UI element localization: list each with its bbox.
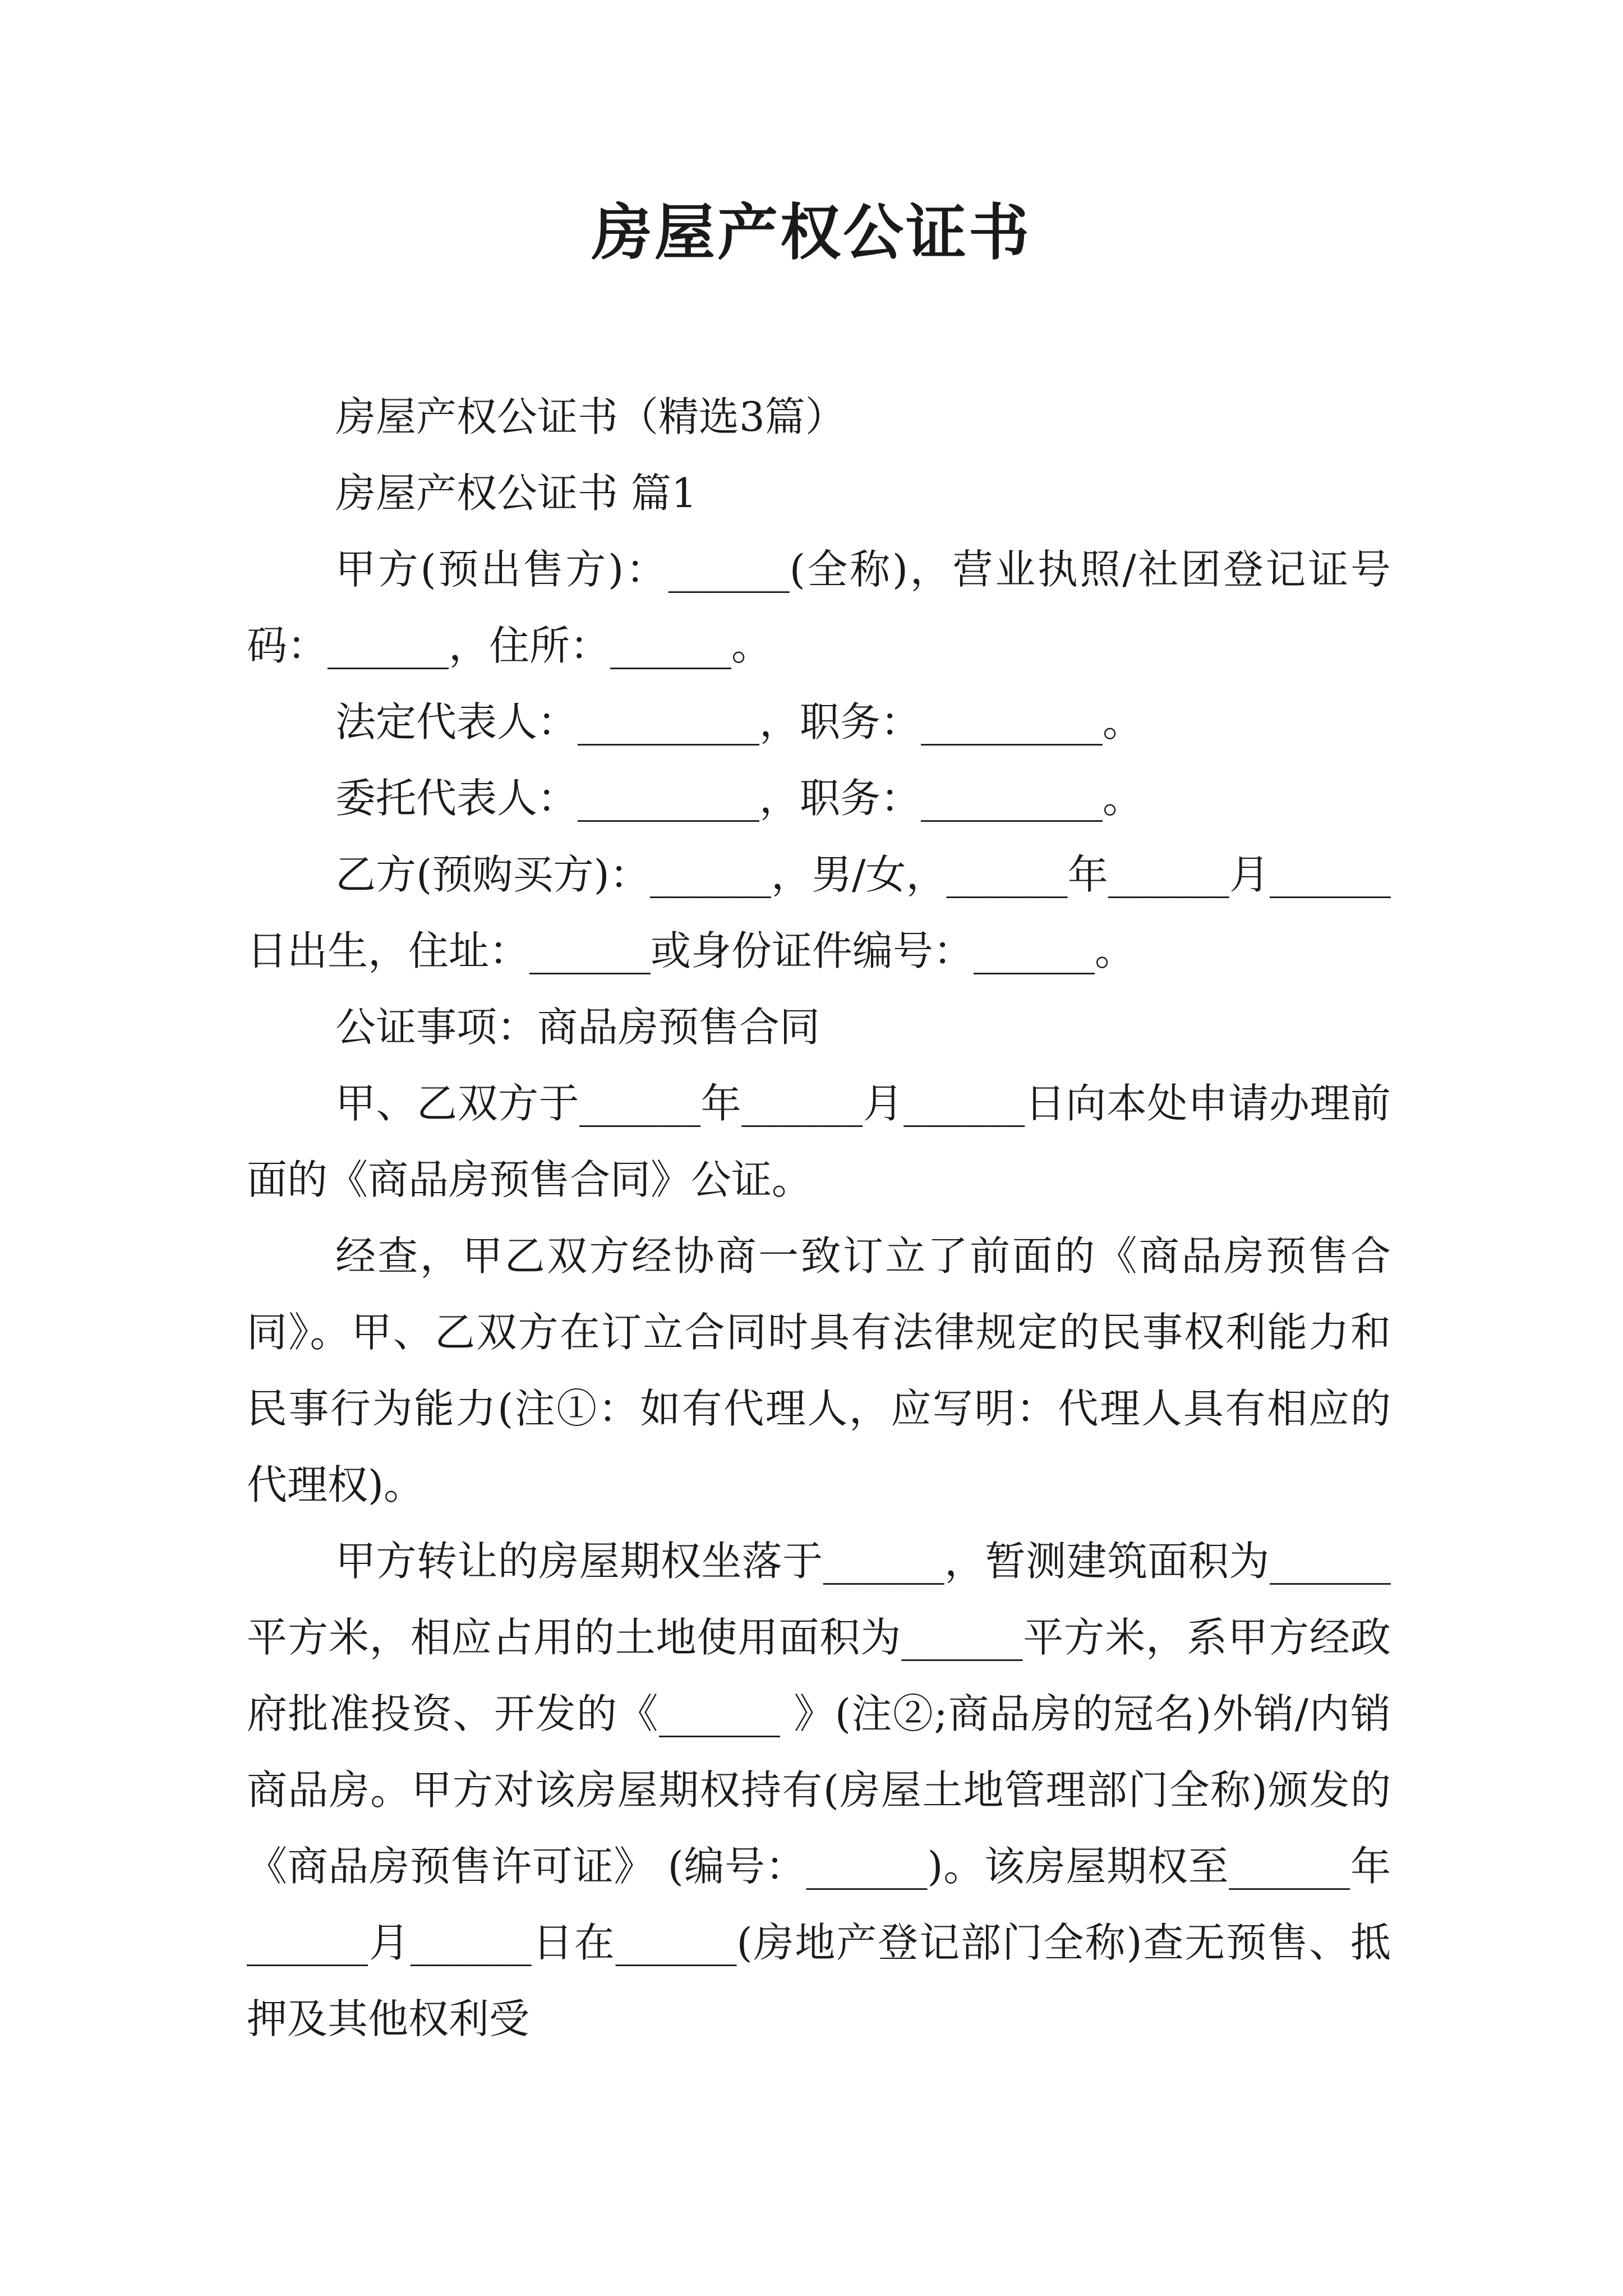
paragraph-party-a: 甲方(预出售方)：______(全称)，营业执照/社团登记证号码：______，住所：______。 bbox=[247, 546, 1391, 669]
paragraph-application: 甲、乙双方于______年______月______日向本处申请办理前面的《商品房预售合同》公证。 bbox=[247, 1080, 1391, 1203]
paragraph-entrusted-representative: 委托代表人：_________，职务：_________。 bbox=[335, 775, 1144, 822]
document-title: 房屋产权公证书 bbox=[591, 197, 1031, 268]
paragraph-verification: 经查，甲乙双方经协商一致订立了前面的《商品房预售合同》。甲、乙双方在订立合同时具有法律规定的民事权利能力和民事行为能力(注①：如有代理人，应写明：代理人具有相应的代理权)。 bbox=[247, 1232, 1391, 1508]
paragraph-subtitle: 房屋产权公证书（精选3篇） bbox=[335, 393, 846, 440]
paragraph-section-heading: 房屋产权公证书 篇1 bbox=[335, 470, 697, 517]
document-body bbox=[247, 379, 1391, 2057]
paragraph-property-details: 甲方转让的房屋期权坐落于______，暂测建筑面积为______平方米，相应占用的土地使用面积为______平方米，系甲方经政府批准投资、开发的《______ 》(注②;商品房的冠名)外销/内销商品房。甲方对该房屋期权持有(房屋土地管理部门全称)颁发的《商品房预售许可证》 (编号：______)。该房屋期权至______年______月______日在______(房地产登记部门全称)查无预售、抵押及其他权利受 bbox=[247, 1538, 1391, 2042]
paragraph-notarization-matter: 公证事项：商品房预售合同 bbox=[335, 1004, 820, 1051]
paragraph-legal-representative: 法定代表人：_________，职务：_________。 bbox=[335, 698, 1144, 746]
paragraph-party-b: 乙方(预购买方)：______，男/女，______年______月______日出生，住址：______或身份证件编号：______。 bbox=[247, 851, 1391, 974]
